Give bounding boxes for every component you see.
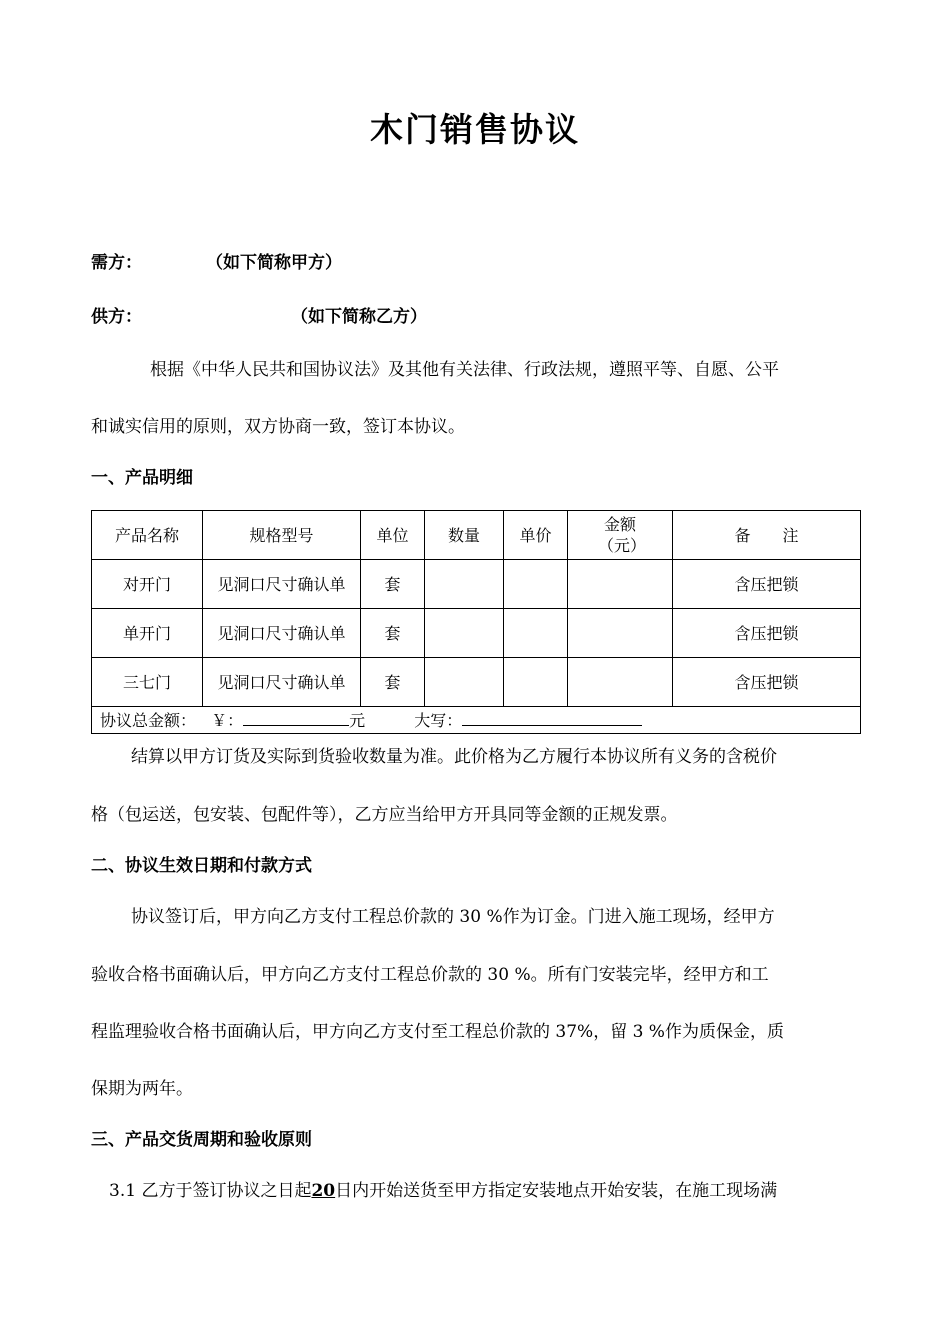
table-header-row <box>92 511 861 560</box>
product-name: 单开门 <box>92 609 203 658</box>
capital-blank <box>462 710 642 726</box>
header-cell: 金额（元） <box>568 511 673 560</box>
buyer-label: 需方： <box>91 253 142 273</box>
product-unit: 套 <box>361 658 425 707</box>
section2-heading: 二、协议生效日期和付款方式 <box>91 856 312 876</box>
product-note: 含压把锁 <box>673 609 861 658</box>
table-row <box>92 560 861 609</box>
header-cell: 单位 <box>361 511 425 560</box>
payment-line-2: 验收合格书面确认后，甲方向乙方支付工程总价款的 30 %。所有门安装完毕，经甲方和工 <box>91 965 769 985</box>
total-label: 协议总金额： <box>100 710 197 730</box>
product-amount <box>568 609 673 658</box>
payment-line-1: 协议签订后，甲方向乙方支付工程总价款的 30 %作为订金。门进入施工现场，经甲方 <box>131 907 775 927</box>
product-price <box>504 560 568 609</box>
settlement-line-1: 结算以甲方订货及实际到货验收数量为准。此价格为乙方履行本协议所有义务的含税价 <box>131 747 777 767</box>
header-cell: 规格型号 <box>203 511 361 560</box>
product-spec: 见洞口尺寸确认单 <box>203 560 361 609</box>
product-spec: 见洞口尺寸确认单 <box>203 658 361 707</box>
payment-line-4: 保期为两年。 <box>91 1079 193 1099</box>
payment-line-3: 程监理验收合格书面确认后，甲方向乙方支付至工程总价款的 37%，留 3 %作为质保金，质 <box>91 1022 784 1042</box>
clause-3-1 <box>109 1176 777 1201</box>
header-cell: 产品名称 <box>92 511 203 560</box>
capital-label: 大写： <box>414 710 463 730</box>
seller-label: 供方： <box>91 307 142 327</box>
product-note: 含压把锁 <box>673 658 861 707</box>
product-qty <box>425 658 504 707</box>
amount-blank <box>243 710 349 726</box>
document-title: 木门销售协议 <box>370 110 580 149</box>
section3-heading: 三、产品交货周期和验收原则 <box>91 1130 312 1150</box>
product-name: 三七门 <box>92 658 203 707</box>
intro-line-1: 根据《中华人民共和国协议法》及其他有关法律、行政法规，遵照平等、自愿、公平 <box>150 360 779 380</box>
yuan-unit: 元 <box>349 710 366 730</box>
product-table <box>91 510 861 734</box>
currency-symbol: ￥： <box>211 710 244 730</box>
clause-suffix: 日内开始送货至甲方指定安装地点开始安装，在施工现场满 <box>335 1181 778 1201</box>
product-amount <box>568 658 673 707</box>
clause-prefix: 3.1 乙方于签订协议之日起 <box>109 1181 312 1201</box>
product-note: 含压把锁 <box>673 560 861 609</box>
product-qty <box>425 609 504 658</box>
table-total-row <box>92 707 861 734</box>
header-cell: 单价 <box>504 511 568 560</box>
product-spec: 见洞口尺寸确认单 <box>203 609 361 658</box>
header-cell: 备 注 <box>673 511 861 560</box>
product-price <box>504 658 568 707</box>
product-unit: 套 <box>361 609 425 658</box>
product-name: 对开门 <box>92 560 203 609</box>
section1-heading: 一、产品明细 <box>91 468 193 488</box>
table-row <box>92 609 861 658</box>
settlement-line-2: 格（包运送，包安装、包配件等），乙方应当给甲方开具同等金额的正规发票。 <box>91 805 678 825</box>
total-amount-cell <box>92 707 861 734</box>
product-amount <box>568 560 673 609</box>
header-cell: 数量 <box>425 511 504 560</box>
table-row <box>92 658 861 707</box>
product-price <box>504 609 568 658</box>
buyer-note: （如下简称甲方） <box>206 253 342 273</box>
seller-note: （如下简称乙方） <box>291 307 427 327</box>
product-unit: 套 <box>361 560 425 609</box>
product-qty <box>425 560 504 609</box>
delivery-days: 20 <box>311 1181 336 1201</box>
intro-line-2: 和诚实信用的原则，双方协商一致，签订本协议。 <box>91 417 465 437</box>
